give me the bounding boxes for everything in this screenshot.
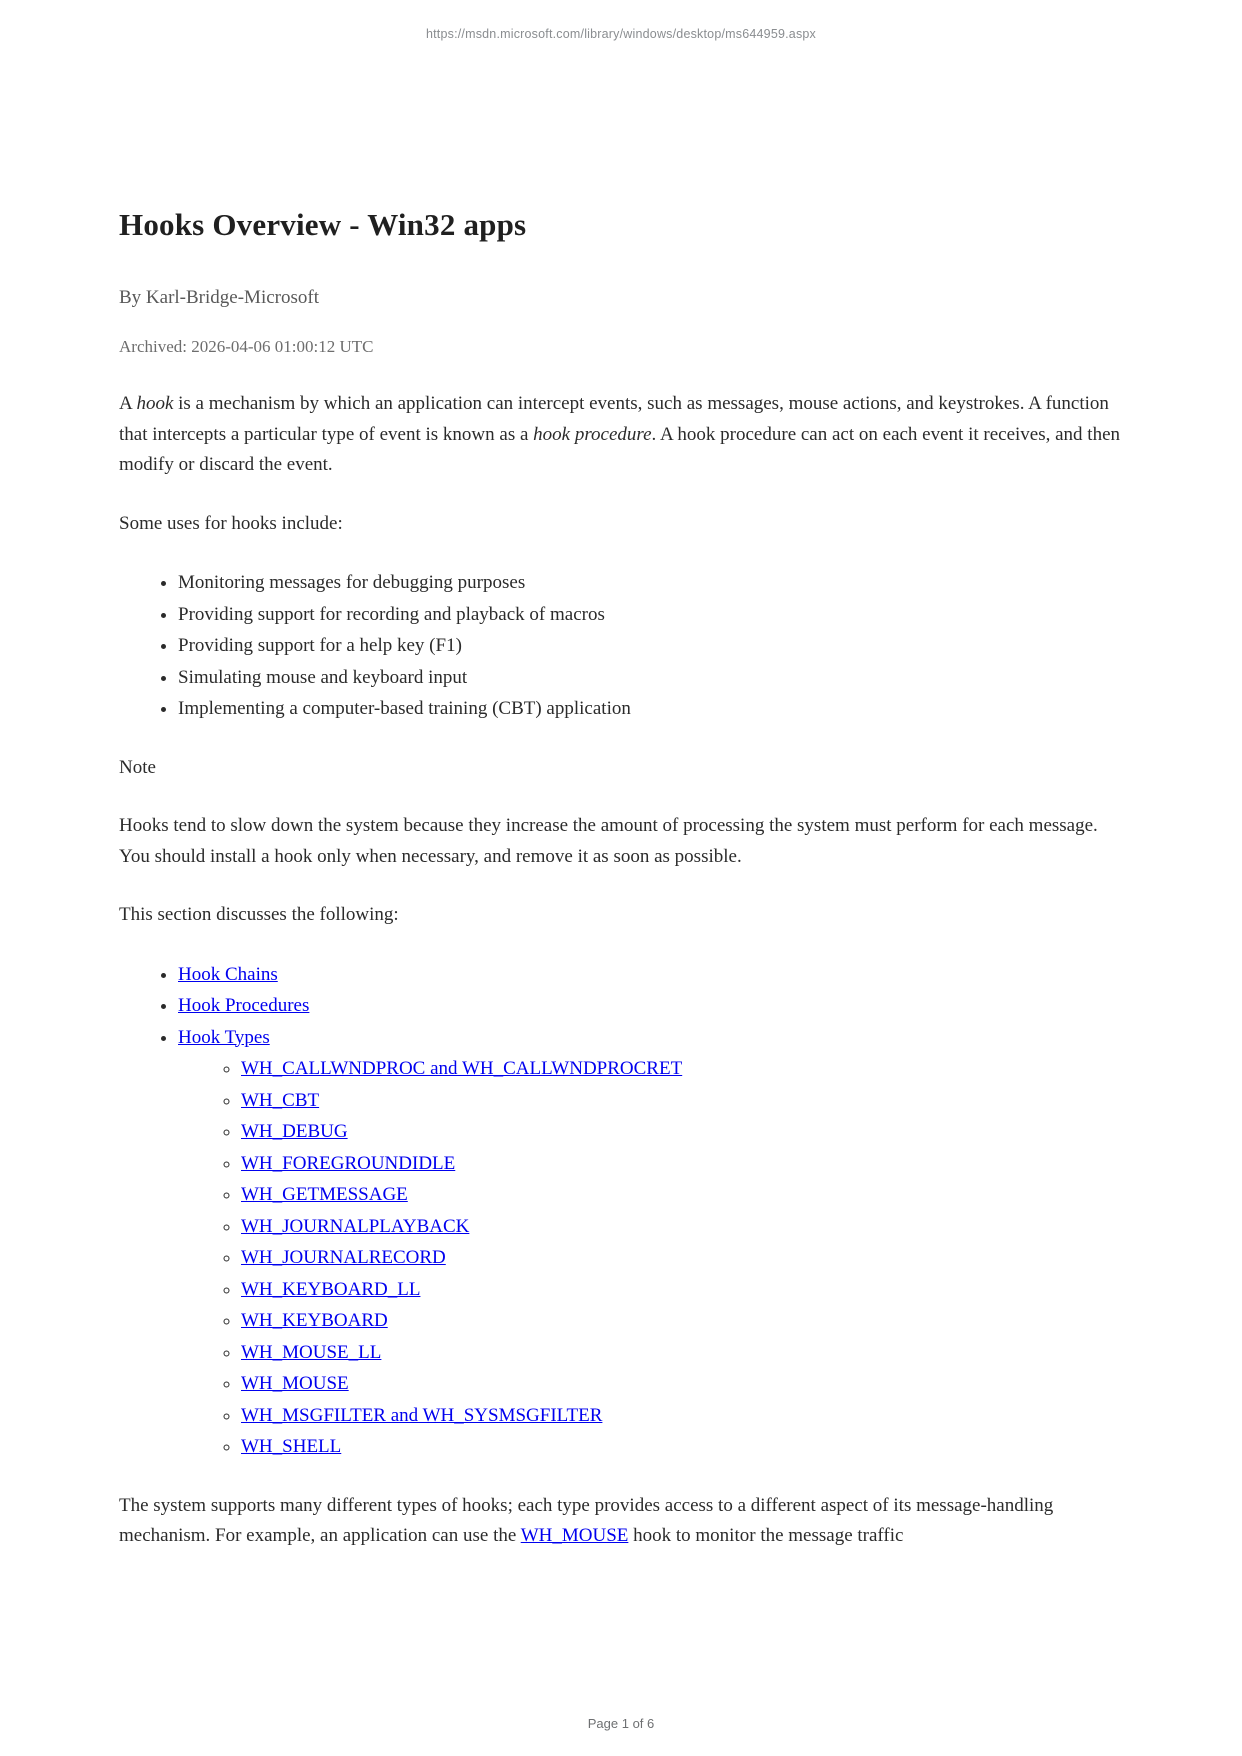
hook-types-list-item xyxy=(241,1211,1123,1243)
hook-types-list-item xyxy=(241,1242,1123,1274)
link-hook-procedures[interactable]: Hook Procedures xyxy=(178,995,310,1016)
link-wh-journalrecord[interactable]: WH_JOURNALRECORD xyxy=(241,1247,446,1268)
uses-list-item: • Providing support for a help key (F1) xyxy=(178,630,1123,662)
uses-list xyxy=(119,567,1123,725)
link-hook-chains[interactable]: Hook Chains xyxy=(178,963,278,985)
hook-types-list-item xyxy=(241,1368,1123,1400)
link-wh-mouse[interactable]: WH_MOUSE xyxy=(241,1373,349,1394)
link-wh-keyboard-ll[interactable]: WH_KEYBOARD_LL xyxy=(241,1278,421,1300)
uses-list-item: • Providing support for recording and playback of macros xyxy=(178,599,1123,631)
print-header-url: https://msdn.microsoft.com/library/windows/desktop/ms644959.aspx xyxy=(425,27,817,41)
byline: By Karl-Bridge-Microsoft xyxy=(119,287,319,308)
toc-list-item xyxy=(178,990,1123,1022)
link-wh-debug[interactable]: WH_DEBUG xyxy=(241,1121,348,1142)
hook-types-list-item xyxy=(241,1400,1123,1432)
outro-text-2: hook to monitor the message traffic xyxy=(628,1525,904,1546)
uses-intro: Some uses for hooks include: xyxy=(119,512,343,534)
uses-list-item: • Monitoring messages for debugging purposes xyxy=(178,567,1123,599)
intro-text-3: . A hook procedure can act on each event it receives, and then modify or discard the event. xyxy=(119,423,1121,475)
link-wh-shell[interactable]: WH_SHELL xyxy=(241,1436,342,1457)
outro-paragraph xyxy=(119,1491,1123,1552)
link-hook-types[interactable]: Hook Types xyxy=(178,1026,270,1048)
hook-types-list-item xyxy=(241,1053,1123,1085)
uses-list-item: • Implementing a computer-based training (CBT) application xyxy=(178,693,1123,725)
page-title: Hooks Overview - Win32 apps xyxy=(119,207,527,242)
uses-list-item: • Simulating mouse and keyboard input xyxy=(178,662,1123,694)
hook-types-list-item xyxy=(241,1337,1123,1369)
intro-italic-hook-procedure: hook procedure xyxy=(533,423,652,445)
link-wh-mouse-ll[interactable]: WH_MOUSE_LL xyxy=(241,1341,382,1363)
link-wh-msgfilter[interactable]: WH_MSGFILTER and WH_SYSMSGFILTER xyxy=(241,1404,603,1426)
hook-types-list xyxy=(178,1053,1123,1463)
outro-text-1: The system supports many different types of hooks; each type provides access to a different aspect of its message-handling mechanism. For example, an application can use the xyxy=(119,1494,1054,1546)
section-intro: This section discusses the following: xyxy=(119,904,399,925)
link-wh-keyboard[interactable]: WH_KEYBOARD xyxy=(241,1310,388,1331)
intro-paragraph xyxy=(119,389,1123,481)
toc-list xyxy=(119,959,1123,1463)
note-paragraph: Hooks tend to slow down the system because they increase the amount of processing the system must perform for each message. You should install a hook only when necessary, and remove it as soon as possible. xyxy=(119,815,1098,867)
link-wh-cbt[interactable]: WH_CBT xyxy=(241,1089,320,1111)
intro-text-1: A xyxy=(119,393,137,414)
note-label: Note xyxy=(119,756,156,778)
link-wh-foregroundidle[interactable]: WH_FOREGROUNDIDLE xyxy=(241,1152,456,1174)
intro-italic-hook: hook xyxy=(136,393,174,414)
hook-types-list-item xyxy=(241,1274,1123,1306)
hook-types-list-item xyxy=(241,1305,1123,1337)
hook-types-list-item xyxy=(241,1179,1123,1211)
intro-text-2: is a mechanism by which an application can intercept events, such as messages, mouse actions, and keystrokes. A function that intercepts a particular type of event is known as a xyxy=(119,393,1109,445)
archived-timestamp: Archived: 2026-04-06 01:00:12 UTC xyxy=(119,337,374,356)
link-wh-journalplayback[interactable]: WH_JOURNALPLAYBACK xyxy=(241,1215,470,1237)
link-wh-getmessage[interactable]: WH_GETMESSAGE xyxy=(241,1184,408,1205)
hook-types-list-item xyxy=(241,1431,1123,1463)
toc-list-item xyxy=(178,959,1123,991)
link-wh-callwndproc[interactable]: WH_CALLWNDPROC and WH_CALLWNDPROCRET xyxy=(241,1058,683,1079)
hook-types-list-item xyxy=(241,1116,1123,1148)
footer-page-number: Page 1 of 6 xyxy=(587,1716,655,1731)
hook-types-list-item xyxy=(241,1148,1123,1180)
hook-types-list-item xyxy=(241,1085,1123,1117)
toc-list-item xyxy=(178,1022,1123,1463)
link-wh-mouse-inline[interactable]: WH_MOUSE xyxy=(520,1525,629,1546)
